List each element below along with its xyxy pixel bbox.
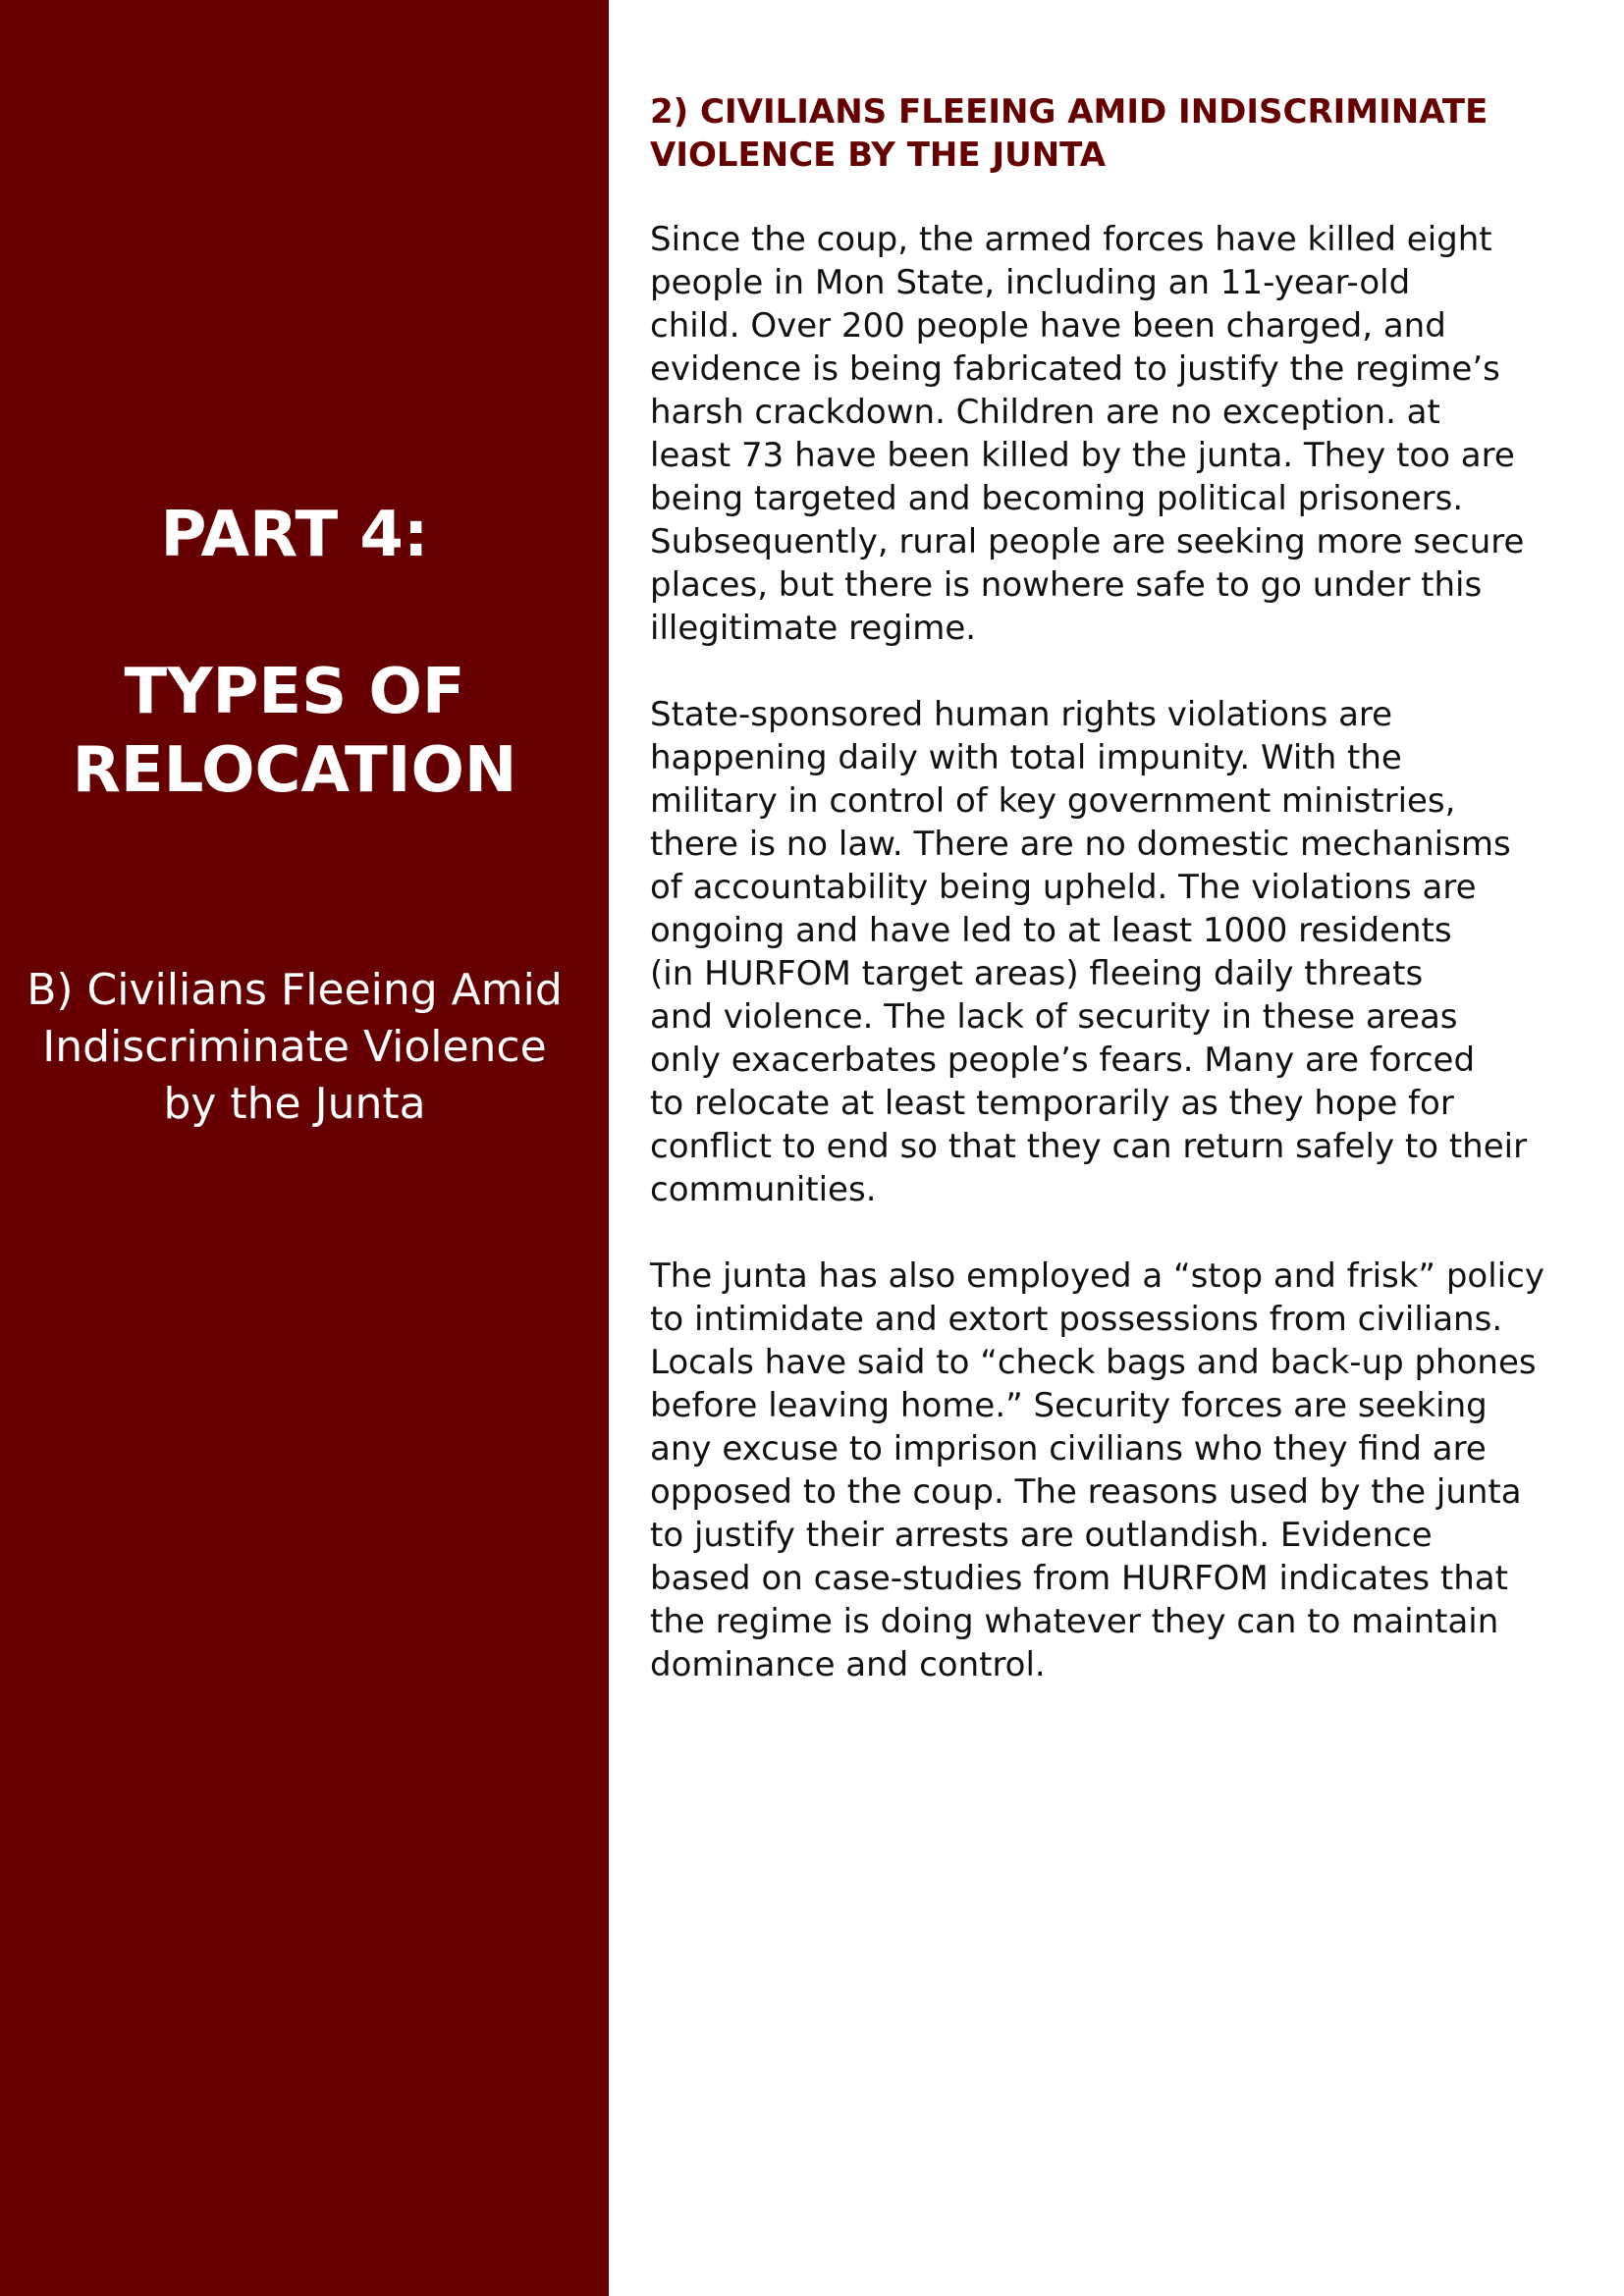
types-of-relocation-heading: TYPES OF RELOCATION: [72, 656, 517, 807]
main-content: [650, 90, 1583, 1686]
paragraph-human-rights-violations: State-sponsored human rights violations are happening daily with total impunity. With the military in control of key government ministries, there is no law. There are no domestic mechanisms of accountability being upheld. The violations are ongoing and have led to at least 1000 residents (in HURFOM target areas) fleeing daily threats and violence. The lack of security in these areas only exacerbates people’s fears. Many are forced to relocate at least temporarily as they hope for conflict to end so that they can return safely to their communities.: [650, 695, 1528, 1209]
paragraph-coup-killings: Since the coup, the armed forces have killed eight people in Mon State, including an 11-year-old child. Over 200 people have been charged, and evidence is being fabricated to justify the regime’s harsh crackdown. Children are no exception. at least 73 have been killed by the junta. They too are being targeted and becoming political prisoners. Subsequently, rural people are seeking more secure places, but there is nowhere safe to go under this illegitimate regime.: [650, 220, 1525, 648]
content-heading: 2) CIVILIANS FLEEING AMID INDISCRIMINATE VIOLENCE BY THE JUNTA: [650, 92, 1489, 175]
paragraph-stop-and-frisk: The junta has also employed a “stop and frisk” policy to intimidate and extort possessions from civilians. Locals have said to “check bags and back-up phones before leaving home.” Security forces are seeking any excuse to imprison civilians who they find are opposed to the coup. The reasons used by the junta to justify their arrests are outlandish. Evidence based on case-studies from HURFOM indicates that the regime is doing whatever they can to maintain dominance and control.: [650, 1256, 1544, 1684]
sidebar-panel: [0, 0, 609, 2296]
part-heading: PART 4:: [160, 499, 429, 571]
section-subtitle: B) Civilians Fleeing Amid Indiscriminate Violence by the Junta: [27, 965, 563, 1129]
